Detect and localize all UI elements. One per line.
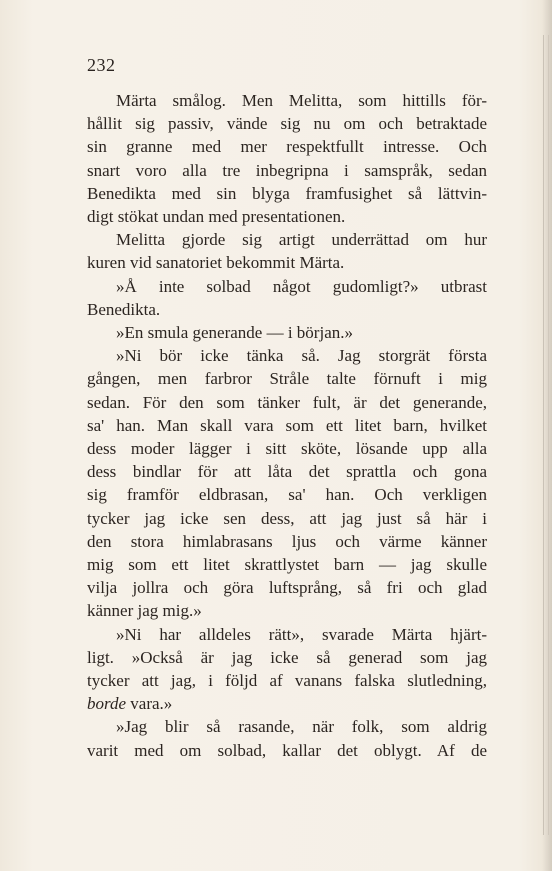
text-line: sig framför eldbrasan, sa' han. Och verkligen [87,485,487,505]
text-line: varit med om solbad, kallar det oblygt. Af de [87,740,487,760]
text-line: tycker att jag, i följd af vanans falska slutledning, [87,671,487,691]
text-line: tycker jag icke sen dess, att jag just så här i [87,508,487,528]
text-line: »Jag blir så rasande, när folk, som aldrig [116,717,487,737]
text-line: gången, men farbror Stråle talte förnuft i mig [87,369,487,389]
text-line: ligt. »Också är jag icke så generad som jag [87,647,487,667]
body-text [87,89,487,762]
text-line: »En smula generande — i början.» [116,323,353,343]
text-line: känner jag mig.» [87,601,202,621]
text-line: kuren vid sanatoriet bekommit Märta. [87,253,345,273]
text-line: »Ni har alldeles rätt», svarade Märta hjärt- [116,624,487,644]
text-line: dess moder lägger i sitt sköte, lösande upp alla [87,439,487,459]
text-line: Benedikta. [87,299,161,319]
text-line: »Å inte solbad något gudomligt?» utbrast [116,276,487,296]
text-line: sedan. För den som tänker fult, är det generande, [87,392,487,412]
text-line: den stora himlabrasans ljus och värme känner [87,531,487,551]
text-line: hållit sig passiv, vände sig nu om och betraktade [87,114,487,134]
page-edge-shadow [542,0,552,871]
text-line [87,692,487,715]
text-line: snart voro alla tre inbegripna i samspråk, sedan [87,160,487,180]
text-line: digt stökat undan med presentationen. [87,207,346,227]
text-line: Melitta gjorde sig artigt underrättad om hur [116,230,487,250]
italic-word: borde [87,694,127,714]
text-line: Benedikta med sin blyga framfusighet så lättvin- [87,183,487,203]
text-line: »Ni bör icke tänka så. Jag storgrät första [116,346,487,366]
text-line: sin granne med mer respektfullt intresse. Och [87,137,487,157]
text-line: dess bindlar för att låta det sprattla och gona [87,462,487,482]
text-line: Märta smålog. Men Melitta, som hittills för- [116,91,487,110]
text-line-rest: vara.» [130,694,173,714]
page-number: 232 [87,55,116,75]
text-line: sa' han. Man skall vara som ett litet barn, hvilket [87,415,487,435]
text-line: vilja jollra och göra luftsprång, så fri och glad [87,578,487,598]
text-line: mig som ett litet skrattlystet barn — jag skulle [87,555,487,575]
